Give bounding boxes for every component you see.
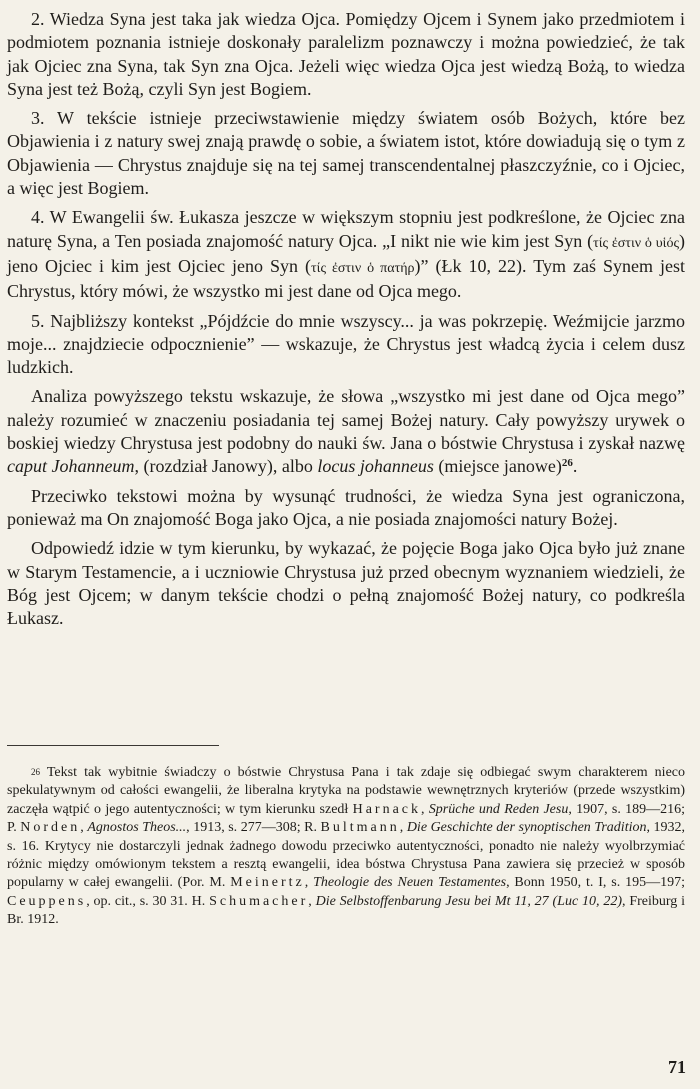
- text-span: , Freiburg i Br. 1912.: [7, 893, 685, 928]
- text-span: ,: [80, 820, 88, 836]
- text-span: Tekst tak wybitnie świadczy o bóstwie Chrystusa Pana i tak zdaje się odbiegać swym charakterem nieco spekulatywnym od całości ewangelii, że liberalna krytyka na podstawie wewnętrznych kryteriów (przede wszystkim) zaczęła wątpić o jego autentyczności; w tym kierunku szedł: [7, 765, 685, 817]
- footnote-reference: 26: [561, 457, 573, 470]
- term-locus-johanneus: locus johanneus: [317, 456, 434, 477]
- author-bultmann: Bultmann: [320, 820, 400, 836]
- work-title: Die Selbstoffenbarung Jesu bei Mt 11, 27 (Luc 10, 22): [315, 893, 622, 909]
- term-caput-johanneum: caput Johanneum: [7, 456, 135, 477]
- text-span: ,: [421, 801, 429, 817]
- text-span: ,: [308, 893, 316, 909]
- paragraph-objection: Przeciwko tekstowi można by wysunąć trudności, że wiedza Syna jest ograniczona, ponieważ ma On znajomość Boga jako Ojca, a nie posiada znajomości natury Bożej.: [7, 485, 685, 529]
- paragraph-answer: Odpowiedź idzie w tym kierunku, by wykazać, że pojęcie Boga jako Ojca było już znane w Starym Testamencie, a i uczniowie Chrystusa już przed obecnym wyznaniem wiedzieli, że Bóg jest Ojcem; w danym tekście chodzi o pełną znajomość Bożej natury, co podkreśla Łukasz.: [7, 538, 685, 629]
- work-title: Theologie des Neuen Testamentes: [313, 875, 507, 891]
- work-title: Agnostos Theos...: [87, 820, 187, 836]
- text-span: )” (Łk 10, 22). Tym zaś Synem jest Chrystus, który mówi, że wszystko mi jest dane od Ojca mego.: [7, 255, 685, 302]
- greek-phrase: τίς ἐστιν ὁ υἱός: [593, 235, 679, 251]
- footnote-26: [7, 764, 685, 930]
- text-span: , 1907, s. 189—216; P.: [7, 801, 686, 836]
- text-span: .: [572, 456, 578, 477]
- greek-phrase: τίς ἐστιν ὁ πατήρ: [311, 260, 415, 276]
- text-span: ,: [304, 875, 314, 891]
- author-norden: Norden: [20, 820, 81, 836]
- author-schumacher: Schumacher: [209, 893, 309, 909]
- author-harnack: Harnack: [352, 801, 421, 817]
- work-title: Die Geschichte der synoptischen Tradition: [406, 820, 647, 836]
- paragraph-point-5: 5. Najbliższy kontekst „Pójdźcie do mnie wszyscy... ja was pokrzepię. Weźmijcie jarzmo moje... znajdziecie odpocznienie” — wskazuje, że Chrystus jest władcą życia i celem dusz ludzkich.: [7, 310, 685, 378]
- text-span: , op. cit., s. 30 31. H.: [86, 893, 210, 909]
- footnote-marker: 26: [31, 767, 40, 777]
- paragraph-point-4: [7, 206, 685, 303]
- text-span: , Bonn 1950, t. I, s. 195—197;: [506, 875, 685, 891]
- text-span: , 1913, s. 277—308; R.: [186, 820, 321, 836]
- author-meinertz: Meinertz: [230, 875, 305, 891]
- paragraph-point-3: 3. W tekście istnieje przeciwstawienie między światem osób Bożych, które bez Objawienia i z natury swej znają prawdę o sobie, a światem istot, które dowiadują się o tym z Objawienia — Chrystus znajduje się na tej samej transcendentalnej płaszczyźnie, co i Ojciec, a więc jest Bogiem.: [7, 108, 685, 199]
- main-text: [7, 8, 685, 630]
- page-number: 71: [668, 1057, 686, 1077]
- text-span: Analiza powyższego tekstu wskazuje, że słowa „wszystko mi jest dane od Ojca mego” należy rozumieć w znaczeniu posiadania tej samej Bożej natury. Cały powyższy urywek o boskiej wiedzy Chrystusa jest podobny do nauki św. Jana o bóstwie Chrystusa i zyskał nazwę: [7, 386, 685, 454]
- text-span: 4. W Ewangelii św. Łukasza jeszcze w większym stopniu jest podkreślone, że Ojciec zna naturę Syna, a Ten posiada znajomość natury Ojca. „I nikt nie wie kim jest Syn (: [7, 207, 685, 251]
- text-span: (miejsce janowe): [433, 456, 562, 477]
- text-span: ,: [399, 820, 407, 836]
- author-ceuppens: Ceuppens: [7, 893, 87, 909]
- text-span: ) jeno Ojciec i kim jest Ojciec jeno Syn (: [7, 230, 685, 276]
- paragraph-analysis: [7, 385, 685, 478]
- footnote-separator: [7, 745, 219, 746]
- text-span: , (rozdział Janowy), albo: [134, 456, 318, 477]
- paragraph-point-2: 2. Wiedza Syna jest taka jak wiedza Ojca. Pomiędzy Ojcem i Synem jako przedmiotem i podmiotem poznania istnieje doskonały paralelizm poznawczy i można powiedzieć, że tak jak Ojciec zna Syna, tak Syn zna Ojca. Jeżeli więc wiedza Ojca jest wiedzą Bożą, to wiedza Syna jest też Bożą, czyli Syn jest Bogiem.: [7, 9, 685, 99]
- work-title: Sprüche und Reden Jesu: [428, 801, 569, 817]
- text-span: , 1932, s. 16. Krytycy nie dostarczyli jednak żadnego dowodu przeciwko autentyczności, ponadto nie należy wyolbrzymiać różnic między omówionym tekstem a resztą ewangelii, idea bóstwa Chrystusa Pana zawiera się przecież w sposób popularny w całej ewangelii. (Por. M.: [7, 820, 686, 891]
